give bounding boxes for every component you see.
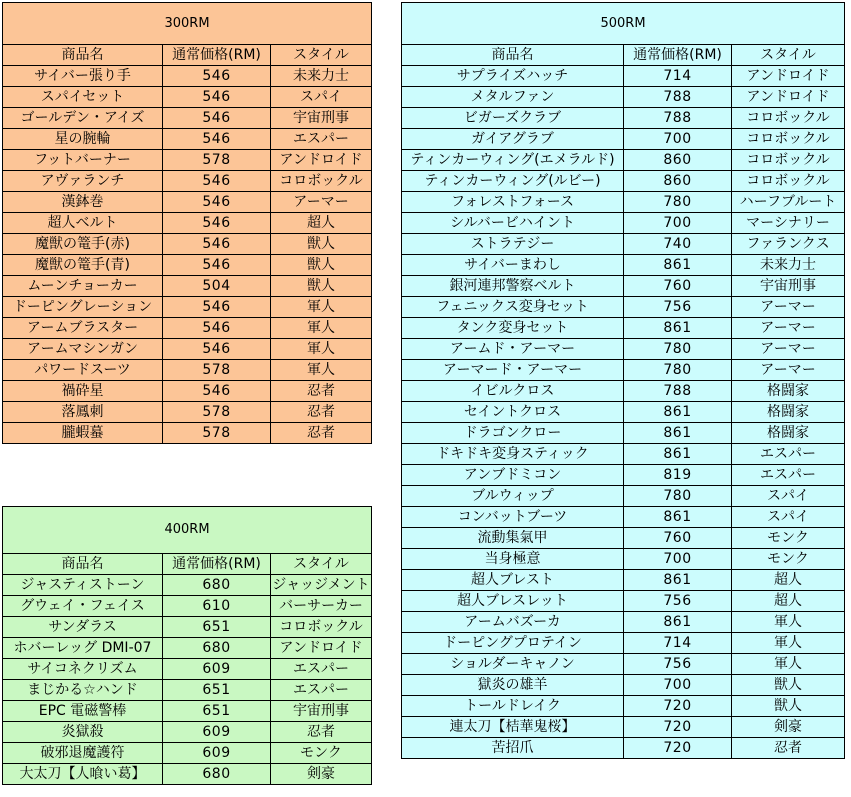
item-name-cell: 魔獣の篭手(赤) (3, 234, 163, 255)
table-row (402, 423, 845, 444)
price-cell: 504 (163, 276, 271, 297)
table-row (3, 659, 372, 680)
item-name-cell: パワードスーツ (3, 360, 163, 381)
price-cell: 760 (624, 528, 732, 549)
price-cell: 651 (163, 680, 271, 701)
table-row (402, 612, 845, 633)
price-cell: 756 (624, 591, 732, 612)
header-name: 商品名 (3, 45, 163, 66)
price-cell: 546 (163, 192, 271, 213)
table-title: 500RM (402, 3, 845, 45)
item-name-cell: スパイセット (3, 87, 163, 108)
price-cell: 680 (163, 764, 271, 785)
style-cell: 軍人 (271, 339, 372, 360)
item-name-cell: 連太刀【桔華鬼桜】 (402, 717, 624, 738)
style-cell: コロボックル (271, 171, 372, 192)
style-cell: アーマー (271, 192, 372, 213)
item-name-cell: 超人ブレスト (402, 570, 624, 591)
item-name-cell: ジャスティストーン (3, 575, 163, 596)
price-cell: 780 (624, 486, 732, 507)
item-name-cell: 獄炎の雄羊 (402, 675, 624, 696)
style-cell: 剣豪 (732, 717, 845, 738)
price-cell: 651 (163, 617, 271, 638)
price-cell: 714 (624, 66, 732, 87)
table-400rm (2, 506, 372, 785)
price-cell: 740 (624, 234, 732, 255)
item-name-cell: ティンカーウィング(エメラルド) (402, 150, 624, 171)
item-name-cell: ムーンチョーカー (3, 276, 163, 297)
style-cell: 未来力士 (271, 66, 372, 87)
table-row (3, 680, 372, 701)
item-name-cell: 当身極意 (402, 549, 624, 570)
table-row (3, 617, 372, 638)
table-row (402, 633, 845, 654)
item-name-cell: ドラゴンクロー (402, 423, 624, 444)
item-name-cell: アームバズーカ (402, 612, 624, 633)
price-cell: 546 (163, 339, 271, 360)
price-cell: 700 (624, 213, 732, 234)
table-row (3, 192, 372, 213)
style-cell: 獣人 (732, 675, 845, 696)
style-cell: 宇宙刑事 (732, 276, 845, 297)
price-cell: 780 (624, 360, 732, 381)
price-cell: 714 (624, 633, 732, 654)
table-row (402, 129, 845, 150)
table-row (402, 339, 845, 360)
item-name-cell: 苦招爪 (402, 738, 624, 759)
header-price: 通常価格(RM) (163, 45, 271, 66)
price-cell: 861 (624, 402, 732, 423)
style-cell: 軍人 (732, 612, 845, 633)
price-cell: 860 (624, 171, 732, 192)
style-cell: アーマー (732, 297, 845, 318)
price-cell: 680 (163, 575, 271, 596)
item-name-cell: 大太刀【人喰い葛】 (3, 764, 163, 785)
price-cell: 609 (163, 722, 271, 743)
price-cell: 780 (624, 339, 732, 360)
table-row (402, 255, 845, 276)
table-row (3, 108, 372, 129)
table-row (402, 171, 845, 192)
table-row (402, 402, 845, 423)
table-row (3, 402, 372, 423)
table-row (402, 444, 845, 465)
item-name-cell: 魔獣の篭手(青) (3, 255, 163, 276)
price-cell: 546 (163, 255, 271, 276)
style-cell: アーマー (732, 360, 845, 381)
style-cell: アンドロイド (271, 150, 372, 171)
item-name-cell: フェニックス変身セット (402, 297, 624, 318)
style-cell: 軍人 (732, 654, 845, 675)
style-cell: 獣人 (271, 234, 372, 255)
style-cell: コロボックル (732, 129, 845, 150)
item-name-cell: ドーピングプロテイン (402, 633, 624, 654)
table-row (3, 596, 372, 617)
header-style: スタイル (271, 45, 372, 66)
item-name-cell: ドキドキ変身スティック (402, 444, 624, 465)
table-row (3, 423, 372, 444)
style-cell: バーサーカー (271, 596, 372, 617)
header-row (3, 45, 372, 66)
price-cell: 609 (163, 659, 271, 680)
price-cell: 788 (624, 381, 732, 402)
item-name-cell: セイントクロス (402, 402, 624, 423)
style-cell: 宇宙刑事 (271, 701, 372, 722)
price-cell: 546 (163, 213, 271, 234)
style-cell: 超人 (732, 570, 845, 591)
table-row (402, 486, 845, 507)
price-cell: 788 (624, 108, 732, 129)
price-cell: 546 (163, 87, 271, 108)
header-name: 商品名 (402, 45, 624, 66)
item-name-cell: アームブラスター (3, 318, 163, 339)
style-cell: モンク (271, 743, 372, 764)
table-row (402, 150, 845, 171)
item-name-cell: ホバーレッグ DMI-07 (3, 638, 163, 659)
table-row (3, 743, 372, 764)
price-cell: 720 (624, 717, 732, 738)
item-name-cell: 流動集氣甲 (402, 528, 624, 549)
style-cell: アンドロイド (732, 66, 845, 87)
price-cell: 546 (163, 381, 271, 402)
table-300rm (2, 2, 372, 444)
table-row (3, 171, 372, 192)
style-cell: エスパー (732, 444, 845, 465)
table-row (402, 528, 845, 549)
style-cell: アーマー (732, 339, 845, 360)
table-row (3, 276, 372, 297)
price-cell: 546 (163, 171, 271, 192)
table-row (402, 192, 845, 213)
item-name-cell: サンダラス (3, 617, 163, 638)
table-row (3, 87, 372, 108)
table-row (3, 150, 372, 171)
style-cell: コロボックル (732, 150, 845, 171)
style-cell: 軍人 (271, 360, 372, 381)
style-cell: マーシナリー (732, 213, 845, 234)
style-cell: コロボックル (271, 617, 372, 638)
style-cell: 超人 (271, 213, 372, 234)
header-style: スタイル (271, 554, 372, 575)
item-name-cell: まじかる☆ハンド (3, 680, 163, 701)
style-cell: 忍者 (732, 738, 845, 759)
price-cell: 578 (163, 150, 271, 171)
price-cell: 861 (624, 444, 732, 465)
price-cell: 680 (163, 638, 271, 659)
price-cell: 546 (163, 318, 271, 339)
style-cell: 軍人 (271, 297, 372, 318)
item-name-cell: イビルクロス (402, 381, 624, 402)
price-cell: 860 (624, 150, 732, 171)
table-row (3, 575, 372, 596)
style-cell: 宇宙刑事 (271, 108, 372, 129)
item-name-cell: アームド・アーマー (402, 339, 624, 360)
price-cell: 700 (624, 549, 732, 570)
style-cell: 獣人 (271, 255, 372, 276)
item-name-cell: サイバー張り手 (3, 66, 163, 87)
price-cell: 609 (163, 743, 271, 764)
table-row (3, 701, 372, 722)
style-cell: 超人 (732, 591, 845, 612)
price-cell: 546 (163, 297, 271, 318)
style-cell: ファランクス (732, 234, 845, 255)
item-name-cell: ゴールデン・アイズ (3, 108, 163, 129)
item-name-cell: ティンカーウィング(ルビー) (402, 171, 624, 192)
style-cell: ハーフブルート (732, 192, 845, 213)
style-cell: モンク (732, 528, 845, 549)
style-cell: 忍者 (271, 381, 372, 402)
table-row (402, 549, 845, 570)
item-name-cell: 炎獄殺 (3, 722, 163, 743)
table-row (402, 297, 845, 318)
item-name-cell: ブルウィップ (402, 486, 624, 507)
table-row (402, 696, 845, 717)
style-cell: エスパー (271, 680, 372, 701)
table-row (3, 213, 372, 234)
item-name-cell: コンバットブーツ (402, 507, 624, 528)
table-row (402, 654, 845, 675)
style-cell: コロボックル (732, 171, 845, 192)
table-row (402, 276, 845, 297)
price-cell: 861 (624, 318, 732, 339)
style-cell: エスパー (271, 129, 372, 150)
item-name-cell: 超人ベルト (3, 213, 163, 234)
table-row (402, 717, 845, 738)
price-cell: 610 (163, 596, 271, 617)
table-row (402, 465, 845, 486)
style-cell: 忍者 (271, 423, 372, 444)
table-row (3, 381, 372, 402)
header-row (402, 45, 845, 66)
table-row (3, 339, 372, 360)
style-cell: モンク (732, 549, 845, 570)
item-name-cell: 朧蝦蟇 (3, 423, 163, 444)
price-cell: 720 (624, 696, 732, 717)
item-name-cell: アームマシンガン (3, 339, 163, 360)
table-row (402, 318, 845, 339)
style-cell: 未来力士 (732, 255, 845, 276)
style-cell: アンドロイド (732, 87, 845, 108)
price-cell: 819 (624, 465, 732, 486)
price-cell: 700 (624, 675, 732, 696)
price-cell: 780 (624, 192, 732, 213)
style-cell: 忍者 (271, 402, 372, 423)
table-row (402, 108, 845, 129)
item-name-cell: ガイアグラブ (402, 129, 624, 150)
style-cell: 軍人 (732, 633, 845, 654)
header-price: 通常価格(RM) (624, 45, 732, 66)
price-cell: 546 (163, 234, 271, 255)
price-cell: 788 (624, 87, 732, 108)
price-cell: 861 (624, 570, 732, 591)
price-cell: 578 (163, 360, 271, 381)
style-cell: 軍人 (271, 318, 372, 339)
item-name-cell: サプライズハッチ (402, 66, 624, 87)
header-row (3, 554, 372, 575)
item-name-cell: ショルダーキャノン (402, 654, 624, 675)
table-row (3, 360, 372, 381)
table-row (3, 255, 372, 276)
price-cell: 861 (624, 612, 732, 633)
price-cell: 546 (163, 108, 271, 129)
item-name-cell: ドーピングレーション (3, 297, 163, 318)
table-row (3, 66, 372, 87)
table-500rm (401, 2, 845, 759)
style-cell: ジャッジメント (271, 575, 372, 596)
item-name-cell: フットバーナー (3, 150, 163, 171)
item-name-cell: 星の腕輪 (3, 129, 163, 150)
price-cell: 546 (163, 66, 271, 87)
table-row (3, 234, 372, 255)
item-name-cell: 漢鉢巻 (3, 192, 163, 213)
price-cell: 760 (624, 276, 732, 297)
table-row (3, 764, 372, 785)
item-name-cell: 超人ブレスレット (402, 591, 624, 612)
table-row (3, 722, 372, 743)
price-cell: 861 (624, 255, 732, 276)
table-row (3, 318, 372, 339)
item-name-cell: サイコネクリズム (3, 659, 163, 680)
style-cell: スパイ (271, 87, 372, 108)
item-name-cell: タンク変身セット (402, 318, 624, 339)
table-row (402, 738, 845, 759)
item-name-cell: ストラテジー (402, 234, 624, 255)
item-name-cell: フォレストフォース (402, 192, 624, 213)
item-name-cell: アンブドミコン (402, 465, 624, 486)
style-cell: スパイ (732, 507, 845, 528)
style-cell: 獣人 (732, 696, 845, 717)
style-cell: 剣豪 (271, 764, 372, 785)
table-row (402, 234, 845, 255)
style-cell: 格闘家 (732, 381, 845, 402)
item-name-cell: アヴァランチ (3, 171, 163, 192)
item-name-cell: 落鳳刺 (3, 402, 163, 423)
header-style: スタイル (732, 45, 845, 66)
price-cell: 578 (163, 402, 271, 423)
item-name-cell: EPC 電磁警棒 (3, 701, 163, 722)
item-name-cell: 銀河連邦警察ベルト (402, 276, 624, 297)
table-row (402, 66, 845, 87)
header-price: 通常価格(RM) (163, 554, 271, 575)
style-cell: アーマー (732, 318, 845, 339)
table-row (402, 213, 845, 234)
table-row (3, 129, 372, 150)
item-name-cell: シルバービハイント (402, 213, 624, 234)
price-cell: 546 (163, 129, 271, 150)
table-row (402, 675, 845, 696)
price-cell: 720 (624, 738, 732, 759)
table-title: 300RM (3, 3, 372, 45)
table-row (3, 297, 372, 318)
style-cell: 獣人 (271, 276, 372, 297)
price-cell: 756 (624, 654, 732, 675)
table-row (402, 570, 845, 591)
price-cell: 756 (624, 297, 732, 318)
price-cell: 578 (163, 423, 271, 444)
style-cell: アンドロイド (271, 638, 372, 659)
item-name-cell: サイバーまわし (402, 255, 624, 276)
style-cell: 忍者 (271, 722, 372, 743)
header-name: 商品名 (3, 554, 163, 575)
item-name-cell: 禍砕星 (3, 381, 163, 402)
table-title: 400RM (3, 507, 372, 554)
style-cell: 格闘家 (732, 423, 845, 444)
price-cell: 651 (163, 701, 271, 722)
table-row (402, 87, 845, 108)
table-row (402, 360, 845, 381)
table-row (402, 591, 845, 612)
price-cell: 861 (624, 507, 732, 528)
style-cell: コロボックル (732, 108, 845, 129)
item-name-cell: グウェイ・フェイス (3, 596, 163, 617)
item-name-cell: 破邪退魔護符 (3, 743, 163, 764)
table-row (3, 638, 372, 659)
style-cell: エスパー (732, 465, 845, 486)
item-name-cell: メタルファン (402, 87, 624, 108)
item-name-cell: アーマード・アーマー (402, 360, 624, 381)
style-cell: スパイ (732, 486, 845, 507)
table-row (402, 507, 845, 528)
price-cell: 861 (624, 423, 732, 444)
style-cell: 格闘家 (732, 402, 845, 423)
item-name-cell: トールドレイク (402, 696, 624, 717)
item-name-cell: ビガーズクラブ (402, 108, 624, 129)
price-cell: 700 (624, 129, 732, 150)
table-row (402, 381, 845, 402)
style-cell: エスパー (271, 659, 372, 680)
